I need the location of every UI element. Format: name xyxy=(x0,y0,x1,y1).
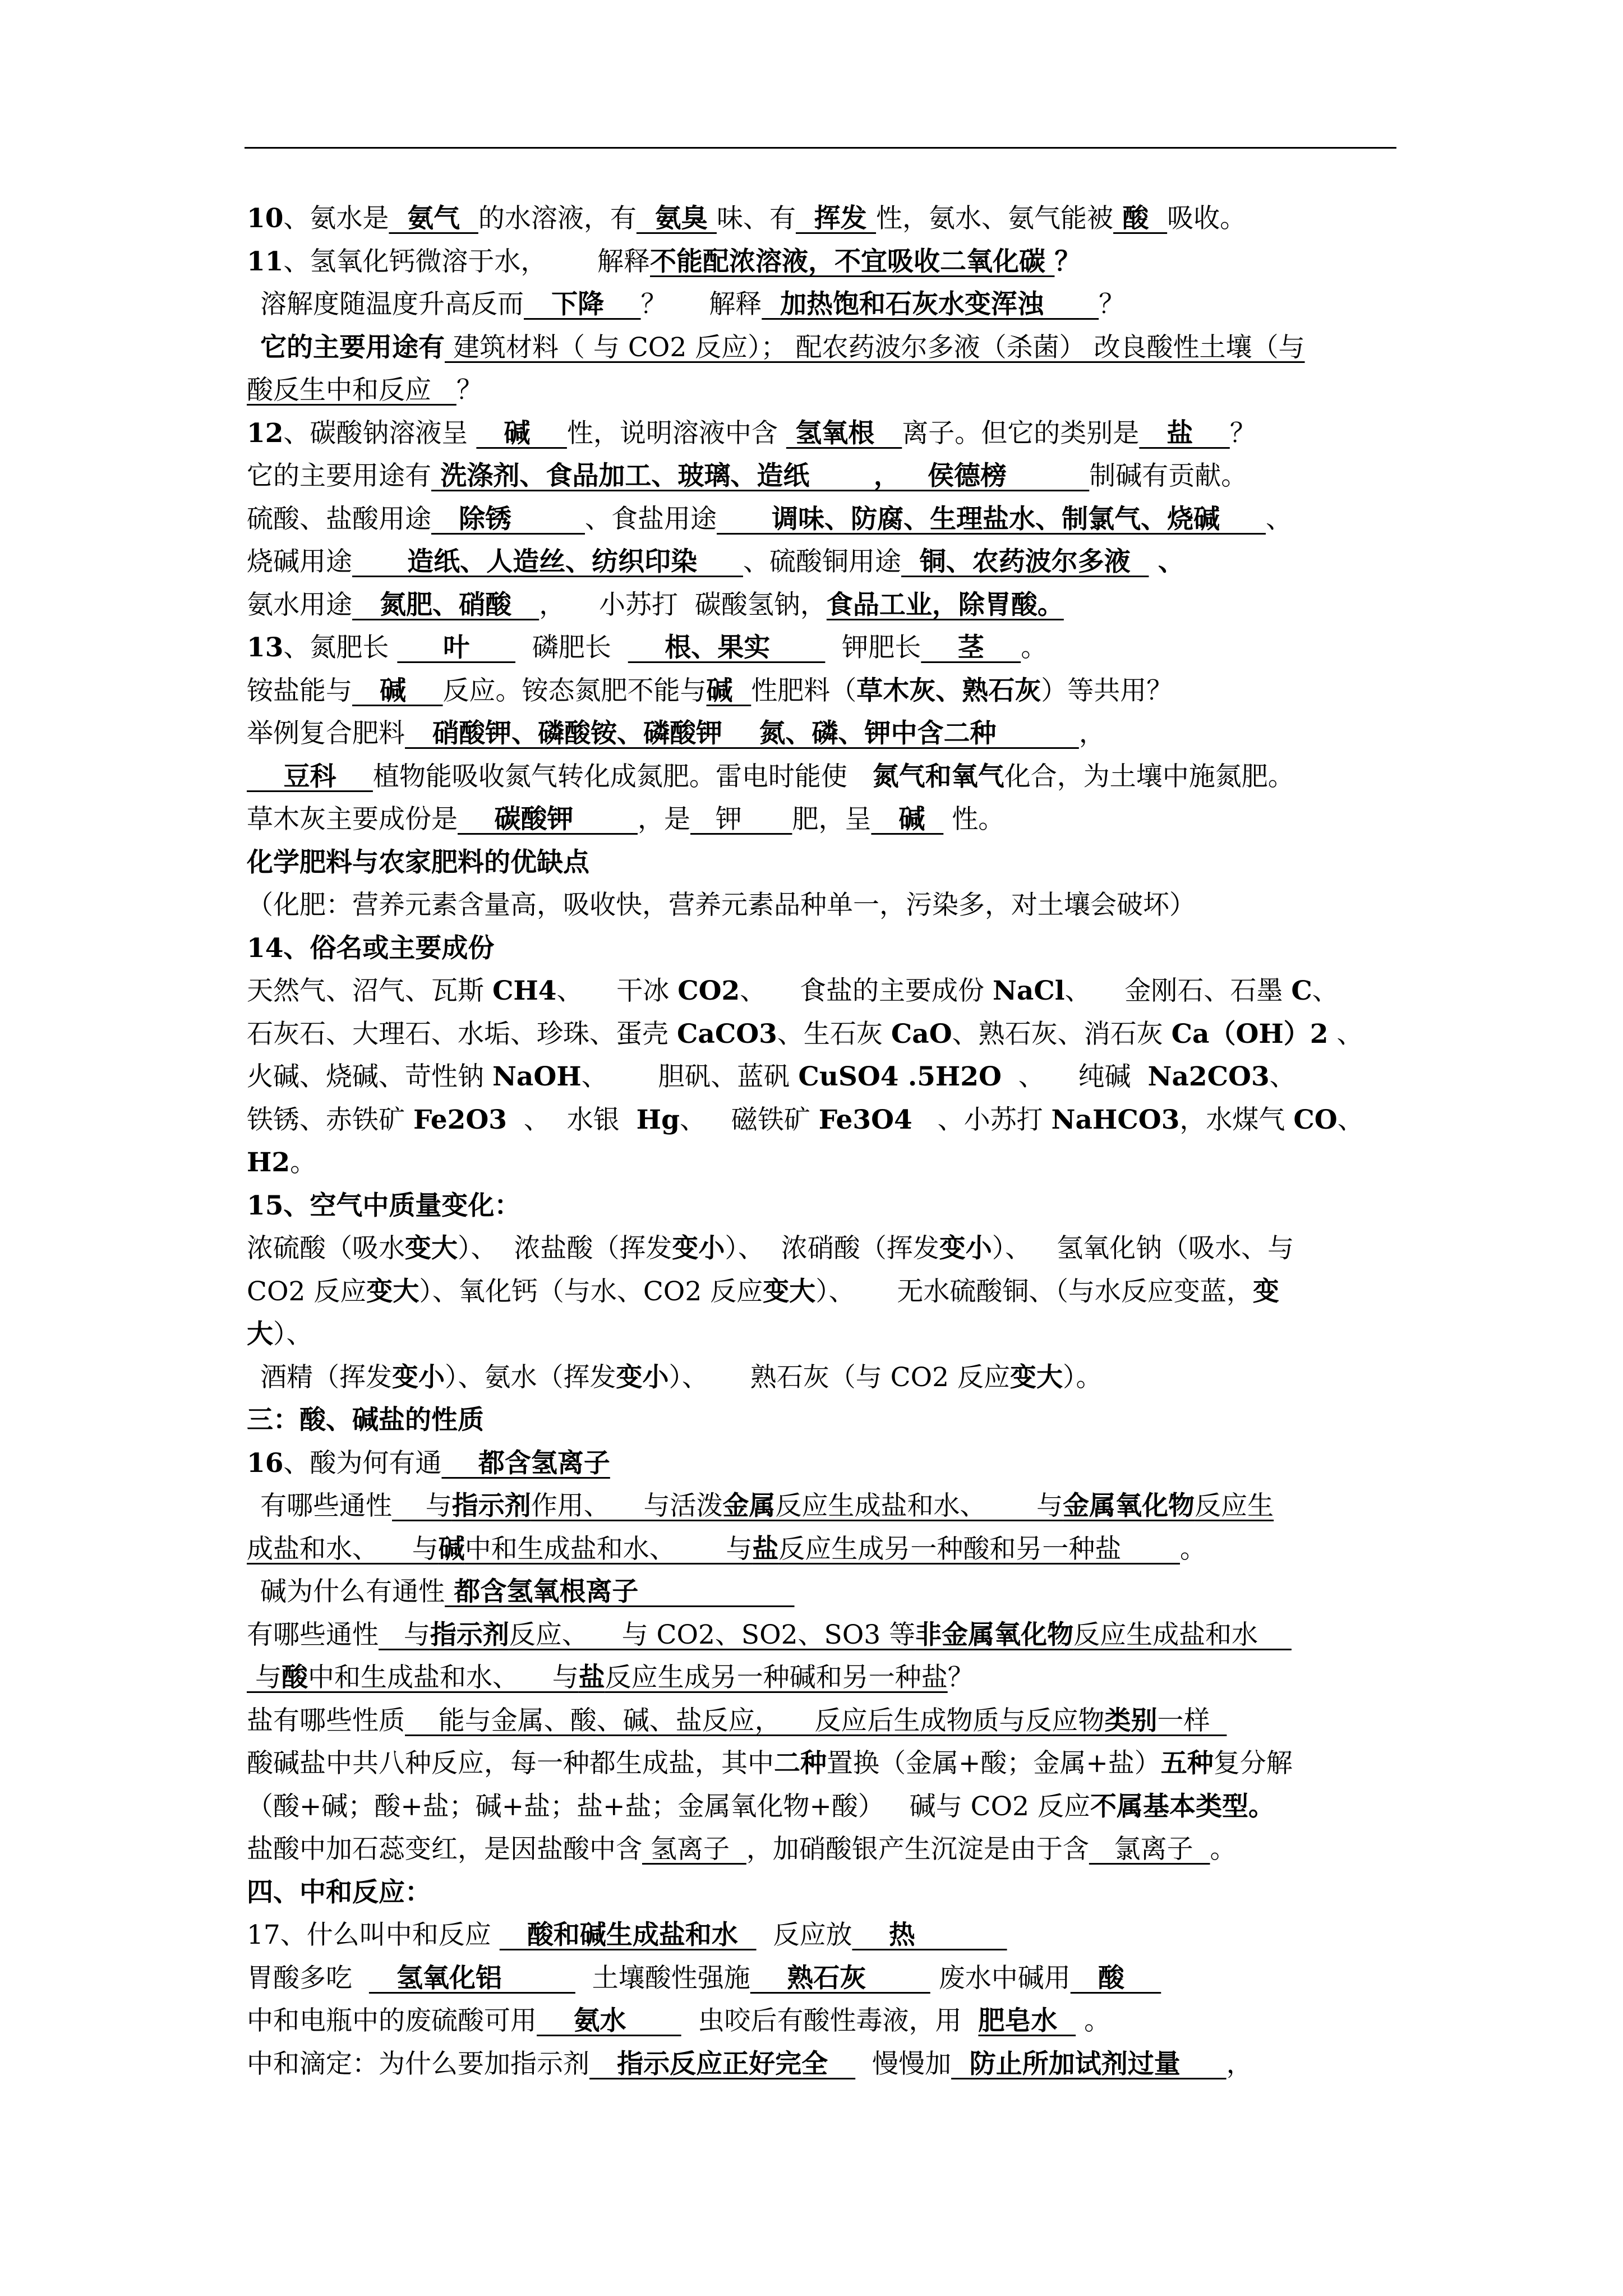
text-segment: Ca（OH）2 xyxy=(1171,1018,1329,1050)
answer-blank: 茎 xyxy=(921,632,1021,663)
answer-blank: 挥发 xyxy=(795,203,877,234)
text-segment: 置换（金属+酸；金属+盐） xyxy=(827,1748,1161,1779)
text-segment: ）、氨水（挥发 xyxy=(445,1361,616,1393)
text-line xyxy=(247,670,1402,713)
text-segment: 、氮肥长 xyxy=(283,632,398,663)
text-segment: 变大 xyxy=(366,1276,419,1307)
text-segment: 、生石灰 xyxy=(777,1018,891,1050)
answer-blank: 与 xyxy=(392,1490,452,1521)
text-line xyxy=(247,412,1402,455)
document-body xyxy=(247,197,1402,2086)
text-segment: 性，氨水、氨气能被 xyxy=(876,203,1114,234)
text-segment: 铵盐能与 xyxy=(247,675,352,706)
text-segment: 废水中碱用 xyxy=(930,1962,1071,1994)
text-line xyxy=(247,884,1402,927)
answer-blank: 熟石灰 xyxy=(750,1962,930,1994)
text-segment: 浓硫酸（吸水 xyxy=(247,1233,405,1264)
text-segment: 变大 xyxy=(1009,1361,1063,1393)
text-segment: 四、中和反应： xyxy=(247,1876,431,1908)
text-line xyxy=(247,1528,1402,1571)
text-line xyxy=(247,2000,1402,2043)
text-segment: 11 xyxy=(247,246,284,277)
text-line xyxy=(247,283,1402,326)
text-segment: 铁锈、赤铁矿 xyxy=(247,1104,413,1135)
text-line xyxy=(247,1271,1402,1314)
text-segment: 10 xyxy=(247,203,284,234)
text-line xyxy=(247,841,1402,885)
text-segment: 、 xyxy=(1328,1018,1363,1050)
text-segment: 、 xyxy=(1149,546,1184,577)
text-segment: NaCl xyxy=(992,976,1065,1006)
text-segment: ）、 熟石灰（与 CO2 反应 xyxy=(668,1361,1010,1393)
text-segment: CO2 xyxy=(677,976,740,1006)
answer-blank: 造纸、人造丝、纺织印染 xyxy=(352,546,743,577)
answer-blank: 碱 xyxy=(871,804,944,835)
text-segment: 举例复合肥料 xyxy=(247,718,405,749)
text-segment: 变小 xyxy=(939,1233,992,1264)
text-segment: NaOH xyxy=(492,1061,582,1092)
answer-blank: 碱 xyxy=(438,1533,465,1565)
text-segment: 、氨水是 xyxy=(283,203,389,234)
text-segment: 制碱有贡献。 xyxy=(1089,461,1248,491)
text-segment: 14、俗名或主要成份 xyxy=(247,932,495,964)
answer-blank: 反应生成盐和水、 与 xyxy=(775,1490,1063,1521)
text-segment: Hg xyxy=(636,1104,680,1135)
text-segment: 植物能吸收氮气转化成氮肥。雷电时能使 xyxy=(372,761,873,792)
text-line xyxy=(247,1614,1402,1657)
text-line xyxy=(247,712,1402,756)
answer-blank: 不能配浓溶液，不宜吸收二氧化碳 xyxy=(650,246,1055,277)
text-line xyxy=(247,1185,1402,1228)
answer-blank: 加热饱和石灰水变浑浊 xyxy=(762,289,1099,320)
text-segment: 氨水用途 xyxy=(247,589,352,620)
text-segment: 中和电瓶中的废硫酸可用 xyxy=(247,2005,537,2036)
text-line xyxy=(247,1313,1402,1356)
text-segment: 有哪些通性 xyxy=(260,1490,392,1521)
text-line xyxy=(247,1013,1402,1056)
text-segment: ， xyxy=(1226,2048,1253,2079)
text-segment: ）、 浓盐酸（挥发 xyxy=(458,1233,672,1264)
answer-blank: 碳酸钾 xyxy=(458,804,638,835)
text-segment: ）、 xyxy=(273,1319,313,1350)
text-segment: 反应。铵态氮肥不能与 xyxy=(442,675,707,706)
text-segment: 酒精（挥发 xyxy=(260,1361,392,1393)
text-segment: 、小苏打 xyxy=(912,1104,1052,1135)
answer-blank: 酸 xyxy=(1113,203,1168,234)
text-segment: 味、有 xyxy=(716,203,796,234)
answer-blank: 一样 xyxy=(1157,1705,1227,1736)
text-line xyxy=(247,197,1402,241)
text-segment: 中和滴定：为什么要加指示剂 xyxy=(247,2048,589,2079)
text-segment: ）、氧化钙（与水、CO2 反应 xyxy=(419,1276,763,1307)
answer-blank: 洗涤剂、食品加工、玻璃、造纸 ， 侯德榜 xyxy=(431,461,1090,491)
answer-blank: 氮肥、硝酸 xyxy=(352,589,540,620)
text-segment: Fe2O3 xyxy=(413,1104,508,1135)
answer-blank: 硝酸钾、磷酸铵、磷酸钾 氮、磷、钾中含二种 xyxy=(405,718,1079,749)
text-segment: 石灰石、大理石、水垢、珍珠、蛋壳 xyxy=(247,1018,677,1050)
text-line xyxy=(247,1227,1402,1271)
text-segment: 、熟石灰、消石灰 xyxy=(952,1018,1172,1050)
text-segment: 磷肥长 xyxy=(515,632,628,663)
text-line xyxy=(247,455,1402,498)
text-segment: 火碱、烧碱、苛性钠 xyxy=(247,1061,492,1092)
answer-blank: 指示剂 xyxy=(451,1490,531,1521)
text-line xyxy=(247,1399,1402,1442)
answer-blank: 盐 xyxy=(1139,417,1230,449)
text-segment: 硫酸、盐酸用途 xyxy=(247,503,431,535)
text-segment: 烧碱用途 xyxy=(247,546,352,577)
answer-blank: 都含氢氧根离子 xyxy=(445,1576,795,1607)
answer-blank: 肥皂水 xyxy=(978,2005,1076,2036)
text-segment: 变大 xyxy=(405,1233,458,1264)
answer-blank: 酸 xyxy=(1070,1962,1161,1994)
text-segment: 盐酸中加石蕊变红，是因盐酸中含 xyxy=(247,1834,642,1865)
text-segment: 化合，为土壤中施氮肥。 xyxy=(1004,761,1294,792)
text-segment: 。 xyxy=(1180,1533,1206,1565)
text-line xyxy=(247,1700,1402,1743)
text-segment: 、 xyxy=(1337,1104,1364,1135)
answer-blank: 豆科 xyxy=(247,761,373,792)
text-segment: 草木灰、熟石灰 xyxy=(856,675,1041,706)
text-segment: 变 xyxy=(1252,1276,1279,1307)
text-line xyxy=(247,756,1402,799)
text-segment: NaHCO3 xyxy=(1051,1104,1180,1135)
text-line xyxy=(247,369,1402,412)
text-line xyxy=(247,627,1402,670)
answer-blank: 反应生成另一种碱和另一种盐 xyxy=(605,1662,948,1693)
text-segment: 不属基本类型。 xyxy=(1090,1791,1275,1822)
text-line xyxy=(247,1356,1402,1400)
answer-blank: 热 xyxy=(852,1920,1007,1950)
text-line xyxy=(247,1442,1402,1485)
text-line xyxy=(247,1485,1402,1528)
text-segment: 有哪些通性 xyxy=(247,1619,379,1650)
text-line xyxy=(247,1657,1402,1700)
text-segment: CO xyxy=(1293,1104,1338,1135)
text-segment: ）。 xyxy=(1062,1361,1103,1393)
answer-blank: 防止所加试剂过量 xyxy=(951,2048,1227,2079)
answer-blank: 反应生成另一种酸和另一种盐 xyxy=(778,1533,1180,1565)
text-segment: 、 xyxy=(1269,1061,1296,1092)
answer-blank: 氢氧化铝 xyxy=(368,1962,575,1994)
text-line xyxy=(247,326,1402,370)
text-line xyxy=(247,1957,1402,2000)
answer-blank: 氨臭 xyxy=(636,203,717,234)
text-line xyxy=(247,1871,1402,1915)
text-segment: 草木灰主要成份是 xyxy=(247,804,458,835)
text-line xyxy=(247,1786,1402,1829)
text-segment: 溶解度随温度升高反而 xyxy=(260,289,524,320)
text-segment: 、 xyxy=(1312,976,1339,1006)
text-segment: 五种 xyxy=(1160,1748,1214,1779)
text-segment: 、 金刚石、石墨 xyxy=(1064,976,1292,1006)
text-line xyxy=(247,1142,1402,1185)
answer-blank: 酸反生中和反应 xyxy=(247,375,457,406)
text-line xyxy=(247,241,1402,284)
text-segment: 碱为什么有通性 xyxy=(260,1576,445,1607)
text-segment: 17、什么叫中和反应 xyxy=(247,1920,500,1950)
text-segment: 肥，呈 xyxy=(792,804,872,835)
answer-blank: 能与金属、酸、碱、盐反应， 反应后生成物质与反应物 xyxy=(405,1705,1105,1736)
text-segment: CaO xyxy=(891,1018,952,1050)
text-segment: 、食盐用途 xyxy=(585,503,717,535)
text-segment: （酸+碱；酸+盐；碱+盐；盐+盐；金属氧化物+酸） 碱与 CO2 反应 xyxy=(247,1791,1090,1822)
answer-blank: 氯离子 xyxy=(1089,1834,1210,1865)
answer-blank: 除锈 xyxy=(431,503,585,535)
text-segment: ）、 无水硫酸铜、（与水反应变蓝， xyxy=(815,1276,1253,1307)
answer-blank: 碱 xyxy=(706,675,751,706)
answer-blank: 中和生成盐和水、 与 xyxy=(307,1662,579,1693)
answer-blank: 作用、 与活泼 xyxy=(531,1490,723,1521)
text-segment: ？ xyxy=(1099,289,1126,320)
answer-blank: 食品工业，除胃酸。 xyxy=(826,589,1064,620)
text-segment: 、 纯碱 xyxy=(1001,1061,1148,1092)
text-segment: 变大 xyxy=(763,1276,816,1307)
text-segment: ）、 浓硝酸（挥发 xyxy=(725,1233,939,1264)
answer-blank: 根、果实 xyxy=(628,632,826,663)
answer-blank: 反应生 xyxy=(1195,1490,1274,1521)
text-segment: 变小 xyxy=(616,1361,669,1393)
answer-blank: 碱 xyxy=(352,675,443,706)
text-segment: 性。 xyxy=(943,804,1005,835)
text-segment: ？ xyxy=(1229,417,1256,449)
answer-blank: 氨水 xyxy=(537,2005,681,2036)
text-segment: 变小 xyxy=(672,1233,725,1264)
text-segment: 胃酸多吃 xyxy=(247,1962,369,1994)
text-segment: 钾肥长 xyxy=(825,632,921,663)
text-segment: 大 xyxy=(247,1319,273,1350)
text-segment: 、 磁铁矿 xyxy=(679,1104,819,1135)
text-segment: 复分解 xyxy=(1213,1748,1293,1779)
text-segment: 。 xyxy=(1021,632,1048,663)
text-segment: 。 xyxy=(290,1147,317,1178)
answer-blank: 都含氢离子 xyxy=(441,1447,610,1479)
text-segment: ，加硝酸银产生沉淀是由于含 xyxy=(746,1834,1089,1865)
answer-blank: 调味、防腐、生理盐水、制氯气、烧碱 xyxy=(717,503,1266,535)
text-segment: 二种 xyxy=(774,1748,827,1779)
text-line xyxy=(247,798,1402,841)
text-line xyxy=(247,1742,1402,1786)
text-line xyxy=(247,1571,1402,1614)
answer-blank: 酸 xyxy=(281,1662,308,1693)
answer-blank: 铜、农药波尔多液 xyxy=(901,546,1149,577)
text-segment: 变小 xyxy=(392,1361,445,1393)
answer-blank: 中和生成盐和水、 与 xyxy=(464,1533,753,1565)
answer-blank: 盐 xyxy=(578,1662,605,1693)
answer-blank: 金属 xyxy=(722,1490,776,1521)
text-line xyxy=(247,498,1402,541)
text-segment: 性肥料（ xyxy=(751,675,857,706)
text-segment: ，水煤气 xyxy=(1179,1104,1294,1135)
text-segment: 氮气和氧气 xyxy=(872,761,1004,792)
text-segment: 15、空气中质量变化： xyxy=(247,1190,521,1221)
text-segment: 13 xyxy=(247,632,284,663)
answer-blank: 类别 xyxy=(1104,1705,1158,1736)
text-segment: 、碳酸钠溶液呈 xyxy=(283,417,477,449)
text-segment: 。 xyxy=(1076,2005,1111,2036)
answer-blank: 氨气 xyxy=(389,203,478,234)
answer-blank: 碱 xyxy=(476,417,567,449)
answer-blank: 金属氧化物 xyxy=(1063,1490,1195,1521)
text-segment: 。 xyxy=(1210,1834,1237,1865)
answer-blank: 反应生成盐和水 xyxy=(1073,1619,1292,1650)
text-segment: 、硫酸铜用途 xyxy=(743,546,901,577)
text-line xyxy=(247,970,1402,1013)
answer-blank: 成盐和水、 与 xyxy=(247,1533,439,1565)
text-segment: CaCO3 xyxy=(676,1018,777,1050)
text-segment: ， xyxy=(1078,718,1105,749)
text-segment: 、氢氧化钙微溶于水， 解释 xyxy=(283,246,651,277)
answer-blank: 建筑材料（ 与 CO2 反应）； 配农药波尔多液（杀菌） 改良酸性土壤（与 xyxy=(445,332,1305,363)
text-segment: ）等共用？ xyxy=(1041,675,1173,706)
text-line xyxy=(247,927,1402,970)
text-segment: 、 干冰 xyxy=(556,976,678,1006)
text-segment: 、 胆矾、蓝矾 xyxy=(581,1061,799,1092)
text-segment: 反应放 xyxy=(756,1920,852,1950)
answer-blank: 与 xyxy=(247,1662,282,1693)
text-segment: ？ xyxy=(1054,246,1081,277)
text-segment: ，是 xyxy=(638,804,690,835)
text-segment: ？ 解释 xyxy=(640,289,762,320)
answer-blank: 反应、 与 CO2、SO2、SO3 等 xyxy=(509,1619,916,1650)
text-segment: CH4 xyxy=(492,976,557,1006)
text-line xyxy=(247,584,1402,627)
text-segment: 化学肥料与农家肥料的优缺点 xyxy=(247,846,589,878)
text-segment: 盐有哪些性质 xyxy=(247,1705,405,1736)
text-segment: 酸碱盐中共八种反应，每一种都生成盐，其中 xyxy=(247,1748,774,1779)
text-line xyxy=(247,2043,1402,2086)
text-segment: 性，说明溶液中含 xyxy=(566,417,786,449)
text-segment: 吸收。 xyxy=(1167,203,1247,234)
answer-blank: 与 xyxy=(379,1619,430,1650)
answer-blank: 氢氧根 xyxy=(786,417,902,449)
answer-blank: 钾 xyxy=(690,804,792,835)
text-segment: Na2CO3 xyxy=(1147,1061,1270,1092)
header-rule xyxy=(245,147,1396,149)
answer-blank: 氢离子 xyxy=(642,1834,746,1865)
text-line xyxy=(247,1056,1402,1099)
text-line xyxy=(247,1914,1402,1957)
text-segment: （化肥：营养元素含量高，吸收快，营养元素品种单一，污染多，对土壤会破坏） xyxy=(247,890,1196,921)
answer-blank: 指示剂 xyxy=(430,1619,509,1650)
answer-blank: 叶 xyxy=(397,632,515,663)
text-segment: 、 食盐的主要成份 xyxy=(740,976,993,1006)
text-segment: 离子。但它的类别是 xyxy=(902,417,1140,449)
text-segment: 、 水银 xyxy=(507,1104,637,1135)
text-segment: ）、 氢氧化钠（吸水、与 xyxy=(992,1233,1294,1264)
text-segment: 天然气、沼气、瓦斯 xyxy=(247,976,492,1006)
answer-blank: 盐 xyxy=(752,1533,779,1565)
text-segment: ？ xyxy=(456,375,483,406)
text-segment: 12 xyxy=(247,417,284,449)
text-segment: 三：酸、碱盐的性质 xyxy=(247,1405,484,1435)
text-segment: Fe3O4 xyxy=(818,1104,912,1135)
text-segment: H2 xyxy=(247,1147,291,1178)
text-segment: 的水溶液，有 xyxy=(478,203,637,234)
text-segment: ？ xyxy=(947,1662,974,1693)
text-segment: 它的主要用途有 xyxy=(247,461,431,491)
text-segment: CO2 反应 xyxy=(247,1276,367,1307)
text-segment: 土壤酸性强施 xyxy=(575,1962,750,1994)
text-segment: CuSO4 .5H2O xyxy=(798,1061,1002,1092)
text-segment: 、 xyxy=(1266,503,1292,535)
text-line xyxy=(247,1828,1402,1871)
answer-blank: 非金属氧化物 xyxy=(915,1619,1074,1650)
text-segment: ， 小苏打 碳酸氢钠， xyxy=(539,589,827,620)
answer-blank: 下降 xyxy=(524,289,641,320)
text-line xyxy=(247,1099,1402,1142)
text-segment: 16 xyxy=(247,1447,284,1479)
text-segment: C xyxy=(1291,976,1312,1006)
text-line xyxy=(247,541,1402,584)
answer-blank: 酸和碱生成盐和水 xyxy=(499,1920,757,1950)
text-segment: 、酸为何有通 xyxy=(283,1447,442,1479)
text-segment: 虫咬后有酸性毒液，用 xyxy=(681,2005,979,2036)
text-segment: 慢慢加 xyxy=(855,2048,952,2079)
answer-blank: 指示反应正好完全 xyxy=(589,2048,856,2079)
text-segment: 它的主要用途有 xyxy=(260,332,445,363)
